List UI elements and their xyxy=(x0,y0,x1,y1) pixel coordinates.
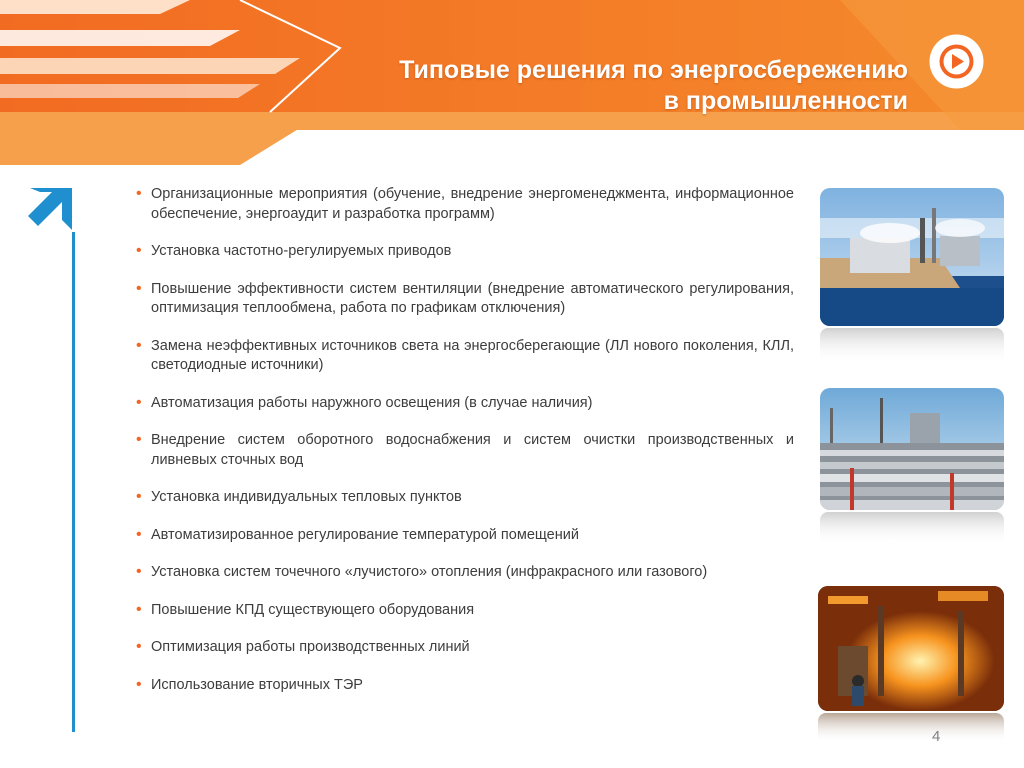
list-item-text: Автоматизация работы наружного освещения (в случае наличия) xyxy=(151,394,593,411)
list-item xyxy=(136,638,794,658)
bullet-dot-icon: • xyxy=(136,393,142,411)
bullet-dot-icon: • xyxy=(136,185,142,202)
page-number: 4 xyxy=(932,728,941,745)
side-divider-line xyxy=(72,232,75,732)
bullet-dot-icon: • xyxy=(136,563,142,580)
arrow-up-right-icon xyxy=(26,180,78,234)
title-line-1: Типовые решения по энергосбережению xyxy=(399,56,908,84)
list-item xyxy=(136,394,794,414)
bullet-dot-icon: • xyxy=(136,242,142,259)
list-item-text: Установка индивидуальных тепловых пунктов xyxy=(151,489,462,505)
list-item-text: Повышение эффективности систем вентиляции (внедрение автоматического регулирования, оптимизация теплообмена, работа по графикам отключения) xyxy=(151,280,794,316)
list-item xyxy=(136,601,794,621)
list-item xyxy=(136,280,794,319)
list-item xyxy=(136,242,794,262)
bullet-dot-icon: • xyxy=(136,600,142,618)
title-line-2: в промышленности xyxy=(663,87,908,115)
power-plant-photo xyxy=(820,188,1004,368)
list-item-text: Повышение КПД существующего оборудования xyxy=(151,601,475,618)
bullet-dot-icon: • xyxy=(136,675,142,693)
list-item-text: Организационные мероприятия (обучение, внедрение энергоменеджмента, информационное обеспечение, энергоаудит и разработка программ) xyxy=(151,186,794,222)
list-item-text: Установка систем точечного «лучистого» отопления (инфракрасного или газового) xyxy=(151,564,708,580)
header-banner xyxy=(0,0,1024,175)
play-icon[interactable] xyxy=(928,33,985,90)
slide-title xyxy=(399,55,908,117)
list-item xyxy=(136,488,794,508)
list-item-text: Оптимизация работы производственных линий xyxy=(151,639,470,655)
refinery-pipes-photo xyxy=(820,388,1004,550)
bullet-dot-icon: • xyxy=(136,638,142,655)
bullet-dot-icon: • xyxy=(136,279,142,297)
bullet-dot-icon: • xyxy=(136,336,142,354)
list-item xyxy=(136,185,794,224)
list-item xyxy=(136,526,794,546)
list-item xyxy=(136,676,794,696)
bullet-dot-icon: • xyxy=(136,488,142,505)
solutions-list xyxy=(136,185,794,713)
list-item xyxy=(136,563,794,583)
list-item-text: Замена неэффективных источников света на энергосберегающие (ЛЛ нового поколения, КЛЛ, светодиодные источники) xyxy=(151,337,794,373)
list-item xyxy=(136,337,794,376)
list-item-text: Автоматизированное регулирование температурой помещений xyxy=(151,526,579,543)
bullet-dot-icon: • xyxy=(136,525,142,543)
bullet-dot-icon: • xyxy=(136,431,142,448)
list-item xyxy=(136,431,794,470)
list-item-text: Установка частотно-регулируемых приводов xyxy=(151,243,452,259)
list-item-text: Внедрение систем оборотного водоснабжения и систем очистки производственных и ливневых сточных вод xyxy=(151,432,794,468)
list-item-text: Использование вторичных ТЭР xyxy=(151,676,363,693)
steel-mill-photo xyxy=(818,586,1004,746)
